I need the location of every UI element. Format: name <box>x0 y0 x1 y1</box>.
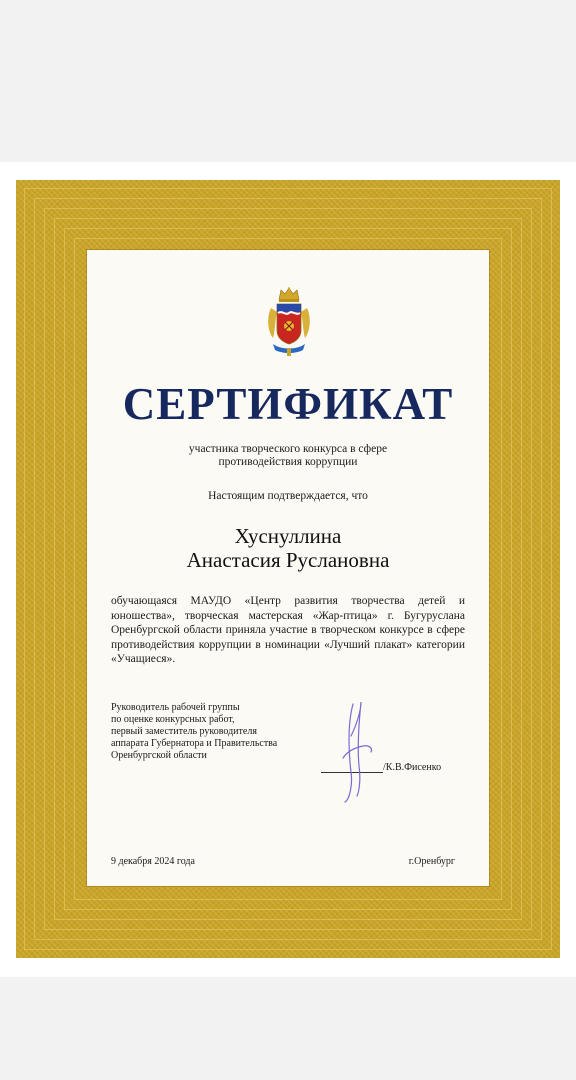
subtitle-line: противодействия коррупции <box>218 456 358 468</box>
confirmation-text: Настоящим подтверждается, что <box>208 490 368 502</box>
signer-line: по оценке конкурсных работ, <box>111 714 235 725</box>
coat-of-arms-icon <box>265 286 313 358</box>
certificate-frame <box>0 162 576 977</box>
signer-line: первый заместитель руководителя <box>111 726 257 737</box>
subtitle-line: участника творческого конкурса в сфере <box>188 443 388 455</box>
signer-title <box>111 702 321 762</box>
signer-line: Оренбургской области <box>111 750 207 761</box>
signatory-name: /К.В.Фисенко <box>383 762 442 773</box>
issue-city: г.Оренбург <box>408 856 455 867</box>
handwritten-signature <box>323 696 383 806</box>
certificate-paper <box>87 250 489 886</box>
certificate-title: СЕРТИФИКАТ <box>122 379 454 429</box>
signer-line: Руководитель рабочей группы <box>111 702 240 713</box>
recipient-given-names: Анастасия Руслановна <box>186 548 390 572</box>
recipient-surname: Хуснуллина <box>234 524 342 548</box>
gold-guilloche-border <box>16 180 560 958</box>
recipient-name <box>87 524 489 572</box>
issue-date: 9 декабря 2024 года <box>111 856 195 867</box>
certificate-body: обучающаяся МАУДО «Центр развития творчества детей и юношества», творческая мастерская «Жар-птица» г. Бугуруслана Оренбургской области приняла участие в творческом конкурсе в сфере противодействия коррупции в номинации «Лучший плакат» категории «Учащиеся». <box>111 595 465 665</box>
certificate-subtitle <box>87 443 489 469</box>
signer-line: аппарата Губернатора и Правительства <box>111 738 278 749</box>
